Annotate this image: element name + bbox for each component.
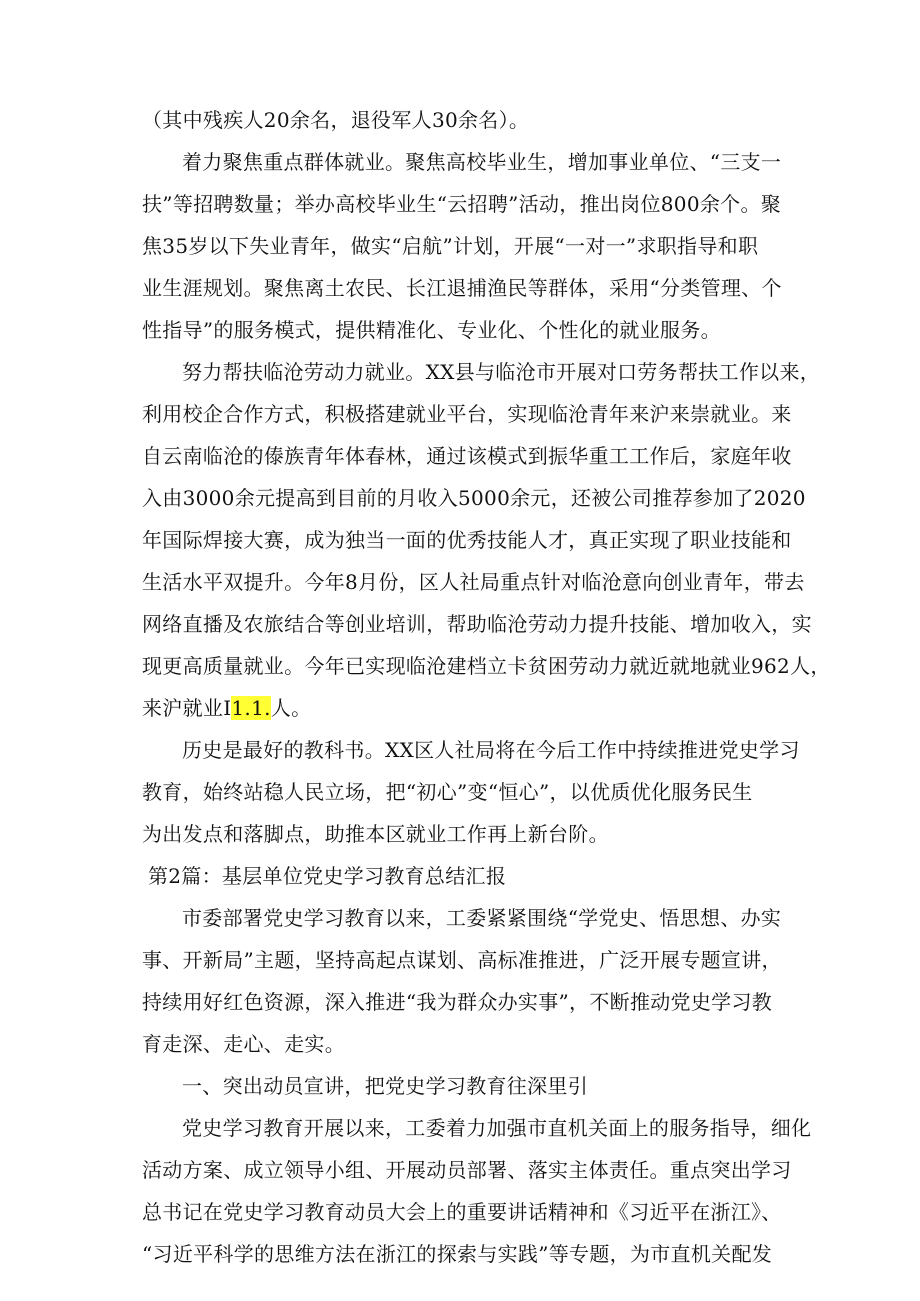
text-line: 网络直播及农旅结合等创业培训，帮助临沧劳动力提升技能、增加收入，实 [142, 612, 812, 636]
text-line: 生活水平双提升。今年8月份，区人社局重点针对临沧意向创业青年，带去 [142, 570, 805, 594]
line-suffix: 人。 [270, 696, 312, 720]
line-prefix: 来沪就业I [142, 696, 232, 720]
text-line: 业生涯规划。聚焦离土农民、长江退捕渔民等群体，采用“分类管理、个 [142, 276, 782, 300]
text-line: （其中残疾人20余名，退役军人30余名）。 [142, 108, 530, 132]
text-line: 年国际焊接大赛，成为独当一面的优秀技能人才，真正实现了职业技能和 [142, 528, 792, 552]
text-line: 扶”等招聘数量；举办高校毕业生“云招聘”活动，推出岗位800余个。聚 [142, 192, 782, 216]
text-line: 育走深、走心、走实。 [142, 1032, 345, 1056]
text-line: 事、开新局”主题，坚持高起点谋划、高标准推进，广泛开展专题宣讲， [142, 948, 782, 972]
text-line: 利用校企合作方式，积极搭建就业平台，实现临沧青年来沪来崇就业。来 [142, 402, 792, 426]
paragraph-first-line: 党史学习教育开展以来，工委着力加强市直机关面上的服务指导，细化 [182, 1116, 812, 1140]
highlighted-text: 1.1. [231, 696, 271, 720]
text-line: 性指导”的服务模式，提供精准化、专业化、个性化的就业服务。 [142, 318, 721, 342]
paragraph-first-line: 着力聚焦重点群体就业。聚焦高校毕业生，增加事业单位、“三支一 [182, 150, 782, 174]
subheading: 一、突出动员宣讲，把党史学习教育往深里引 [182, 1074, 588, 1098]
text-line: 持续用好红色资源，深入推进“我为群众办实事”，不断推动党史学习教 [142, 990, 773, 1014]
paragraph-first-line: 市委部署党史学习教育以来，工委紧紧围绕“学党史、悟思想、办实 [182, 906, 782, 930]
text-line: 现更高质量就业。今年已实现临沧建档立卡贫困劳动力就近就地就业962人， [142, 654, 831, 678]
text-line: 为出发点和落脚点，助推本区就业工作再上新台阶。 [142, 822, 609, 846]
highlighted-line [142, 691, 311, 725]
paragraph-first-line: 历史是最好的教科书。XX区人社局将在今后工作中持续推进党史学习 [182, 738, 800, 762]
text-line: 入由3000余元提高到目前的月收入5000余元，还被公司推荐参加了2020 [142, 486, 806, 510]
text-line: 总书记在党史学习教育动员大会上的重要讲话精神和《习近平在浙江》、 [142, 1200, 782, 1224]
paragraph-first-line: 努力帮扶临沧劳动力就业。XX县与临沧市开展对口劳务帮扶工作以来， [182, 360, 821, 384]
text-line: 焦35岁以下失业青年，做实“启航”计划，开展“一对一”求职指导和职 [142, 234, 759, 258]
text-line: 教育，始终站稳人民立场，把“初心”变“恒心”，以优质优化服务民生 [142, 780, 753, 804]
text-line: 活动方案、成立领导小组、开展动员部署、落实主体责任。重点突出学习 [142, 1158, 792, 1182]
text-line: “习近平科学的思维方法在浙江的探索与实践”等专题，为市直机关配发 [142, 1242, 773, 1266]
text-line: 自云南临沧的傣族青年体春林，通过该模式到振华重工工作后，家庭年收 [142, 444, 792, 468]
section-heading: 第2篇：基层单位党史学习教育总结汇报 [148, 864, 507, 888]
